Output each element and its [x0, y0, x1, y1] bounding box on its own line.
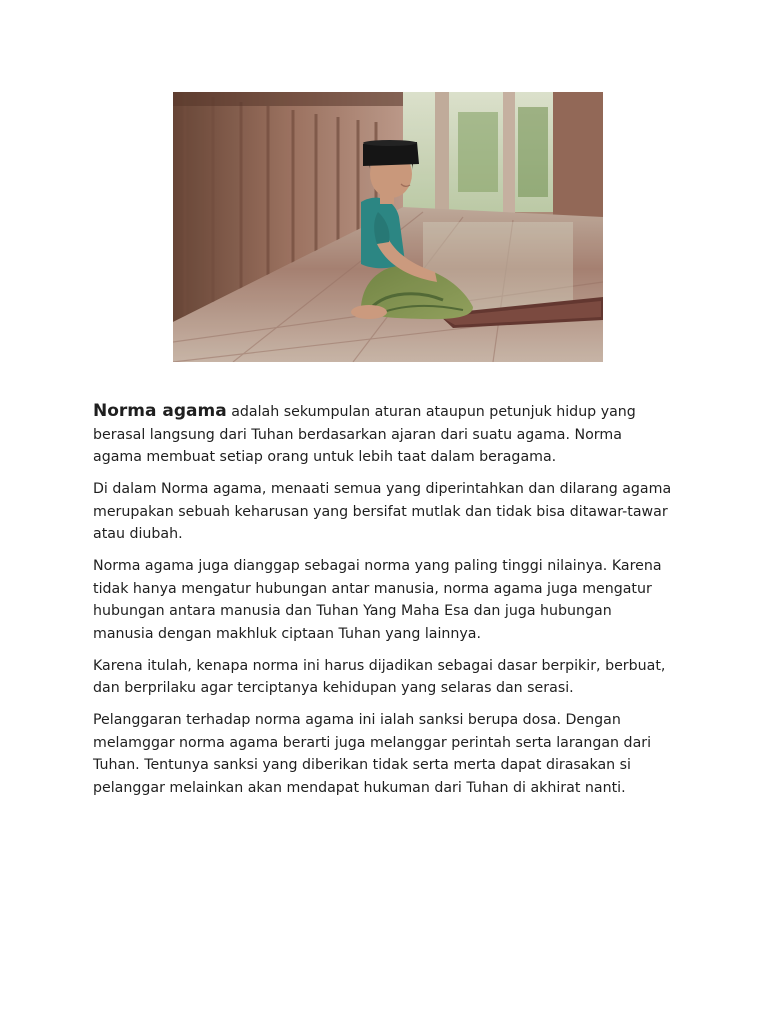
- paragraph-definition: [93, 400, 673, 469]
- paragraph-foundation: Karena itulah, kenapa norma ini harus dijadikan sebagai dasar berpikir, berbuat, dan berprilaku agar terciptanya kehidupan yang selaras dan serasi.: [93, 657, 666, 696]
- praying-child-photo: [173, 92, 603, 362]
- paragraph-highest-norm: Norma agama juga dianggap sebagai norma yang paling tinggi nilainya. Karena tidak hanya mengatur hubungan antar manusia, norma agama juga mengatur hubungan antara manusia dan Tuhan Yang Maha Esa dan juga hubungan manusia dengan makhluk ciptaan Tuhan yang lainnya.: [93, 558, 662, 642]
- definition-text: adalah sekumpulan aturan ataupun petunjuk hidup yang berasal langsung dari Tuhan berdasarkan ajaran dari suatu agama. Norma agama membuat setiap orang untuk lebih taat dalam beragama.: [93, 404, 636, 465]
- photo-illustration: [173, 92, 603, 362]
- term-norma-agama: Norma agama: [93, 401, 227, 421]
- document-body: [93, 400, 673, 809]
- paragraph-obligation: Di dalam Norma agama, menaati semua yang diperintahkan dan dilarang agama merupakan sebuah keharusan yang bersifat mutlak dan tidak bisa ditawar-tawar atau diubah.: [93, 481, 672, 542]
- paragraph-sanction: Pelanggaran terhadap norma agama ini ialah sanksi berupa dosa. Dengan melamggar norma agama berarti juga melanggar perintah serta larangan dari Tuhan. Tentunya sanksi yang diberikan tidak serta merta dapat dirasakan si pelanggar melainkan akan mendapat hukuman dari Tuhan di akhirat nanti.: [93, 712, 652, 796]
